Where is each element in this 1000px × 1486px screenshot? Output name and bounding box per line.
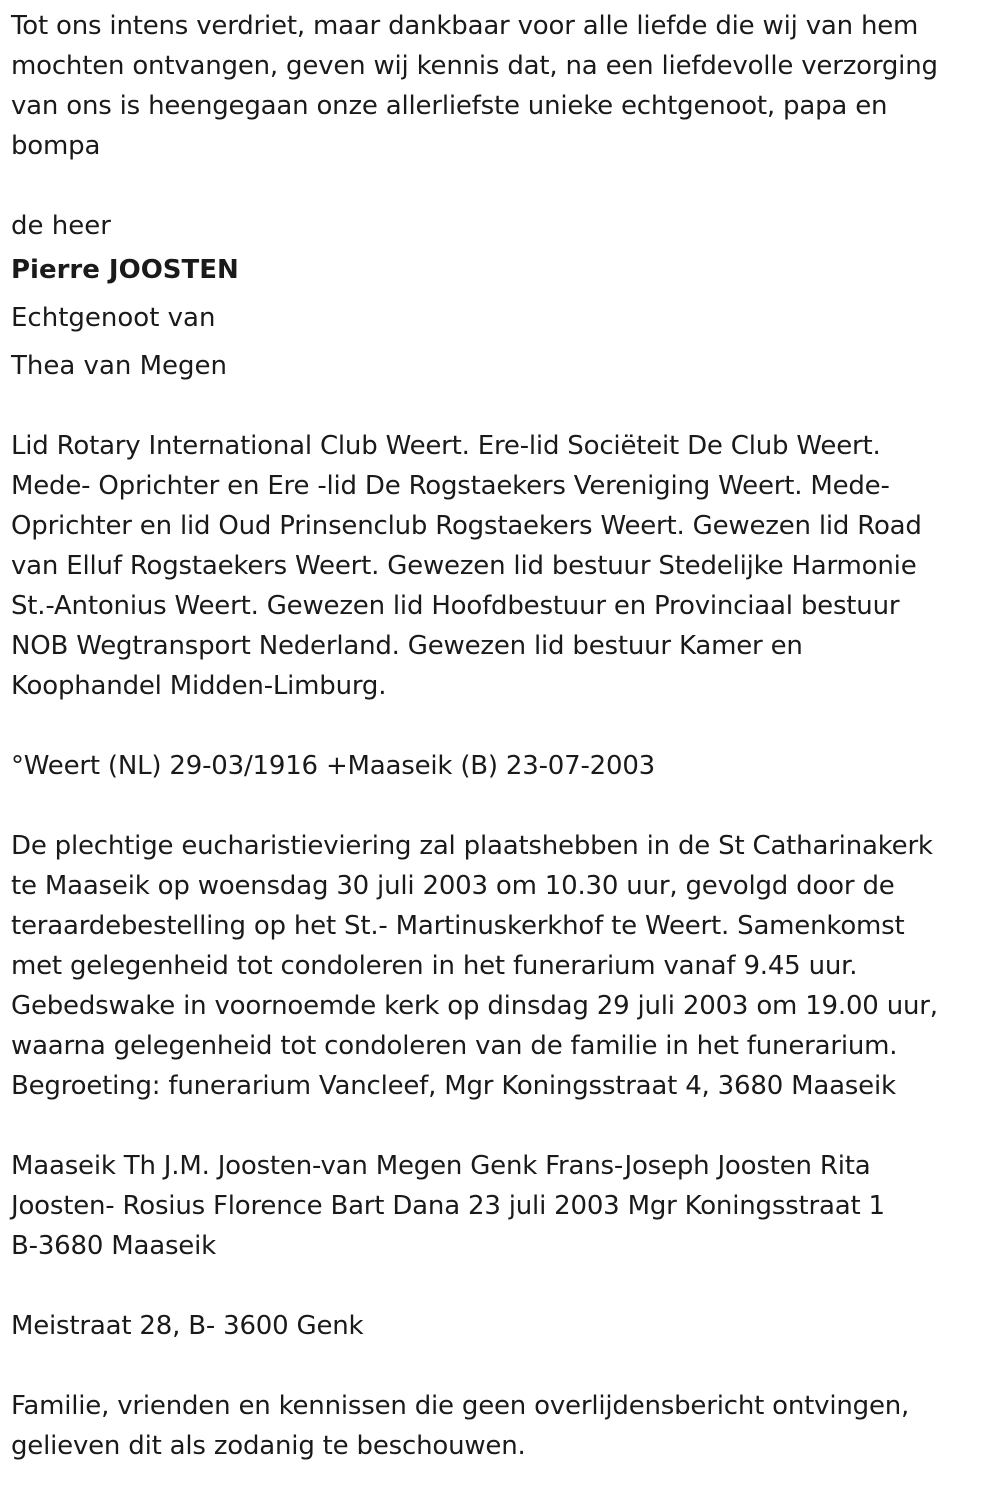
- intro-paragraph: Tot ons intens verdriet, maar dankbaar voor alle liefde die wij van hem mochten ontvangen, geven wij kennis dat, na een liefdevolle verzorging van ons is heengegaan onze allerliefste unieke echtgenoot, papa en bompa: [11, 11, 938, 161]
- spouse-label: Echtgenoot van: [11, 303, 216, 333]
- ceremony-paragraph: De plechtige eucharistieviering zal plaatshebben in de St Catharinakerk te Maaseik op woensdag 30 juli 2003 om 10.30 uur, gevolgd door de teraardebestelling op het St.- Martinuskerkhof te Weert. Samenkomst met gelegenheid tot condoleren in het funerarium vanaf 9.45 uur. Gebedswake in voornoemde kerk op dinsdag 29 juli 2003 om 19.00 uur, waarna gelegenheid tot condoleren van de familie in het funerarium. Begroeting: funerarium Vancleef, Mgr Koningsstraat 4, 3680 Maaseik: [11, 831, 938, 1101]
- spouse-name: Thea van Megen: [11, 351, 228, 381]
- spacer: [11, 706, 1000, 746]
- spacer: [11, 390, 1000, 426]
- spacer: [11, 1266, 1000, 1306]
- family-paragraph: Maaseik Th J.M. Joosten-van Megen Genk Frans-Joseph Joosten Rita Joosten- Rosius Florence Bart Dana 23 juli 2003 Mgr Koningsstraat 1 B-3680 Maaseik: [11, 1151, 885, 1261]
- spacer: [11, 166, 1000, 206]
- birth-death-dates: °Weert (NL) 29-03/1916 +Maaseik (B) 23-07-2003: [11, 751, 656, 781]
- spacer: [11, 1106, 1000, 1146]
- closing-paragraph: Familie, vrienden en kennissen die geen overlijdensbericht ontvingen, gelieven dit als zodanig te beschouwen.: [11, 1391, 910, 1461]
- honorific: de heer: [11, 211, 111, 241]
- address-line: Meistraat 28, B- 3600 Genk: [11, 1311, 364, 1341]
- deceased-name: Pierre JOOSTEN: [11, 255, 239, 285]
- spacer: [11, 1346, 1000, 1386]
- memberships-paragraph: Lid Rotary International Club Weert. Ere-lid Sociëteit De Club Weert. Mede- Oprichter en Ere -lid De Rogstaekers Vereniging Weert. Mede- Oprichter en lid Oud Prinsenclub Rogstaekers Weert. Gewezen lid Road van Elluf Rogstaekers Weert. Gewezen lid bestuur Stedelijke Harmonie St.-Antonius Weert. Gewezen lid Hoofdbestuur en Provinciaal bestuur NOB Wegtransport Nederland. Gewezen lid bestuur Kamer en Koophandel Midden-Limburg.: [11, 431, 922, 701]
- spacer: [11, 786, 1000, 826]
